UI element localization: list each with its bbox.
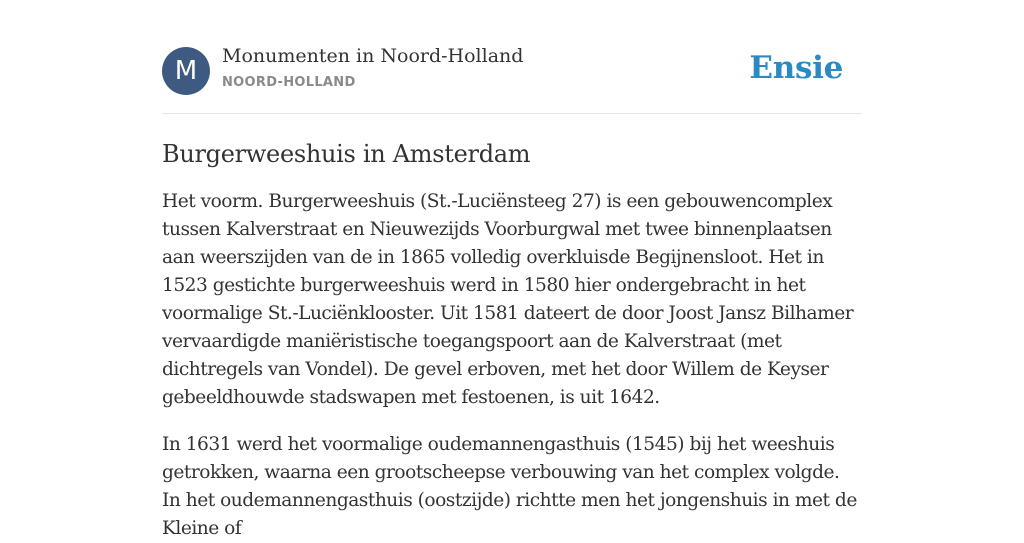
article-paragraph: In 1631 werd het voormalige oudemannengasthuis (1545) bij het weeshuis getrokken, waarna een grootscheepse verbouwing van het complex volgde. In het oudemannengasthuis (oostzijde) richtte men het jongenshuis in met de Kleine of — [162, 434, 857, 539]
channel-title-link[interactable]: Monumenten in Noord-Holland — [222, 45, 524, 67]
channel-subtitle-link[interactable]: NOORD-HOLLAND — [222, 75, 356, 90]
article-paragraph: Het voorm. Burgerweeshuis (St.-Luciënsteeg 27) is een gebouwencomplex tussen Kalverstraat en Nieuwezijds Voorburgwal met twee binnenplaatsen aan weerszijden van de in 1865 volledig overkluisde Begijnensloot. Het in 1523 gestichte burgerweeshuis werd in 1580 hier ondergebracht in het voormalige St.-Luciënklooster. Uit 1581 dateert de door Joost Jansz Bilhamer vervaardigde maniëristische toegangspoort aan de Kalverstraat (met dichtregels van Vondel). De gevel erboven, met het door Willem de Keyser gebeeldhouwde stadswapen met festoenen, is uit 1642. — [162, 191, 854, 408]
ensie-logo[interactable]: Ensie — [749, 50, 843, 86]
avatar[interactable]: M — [162, 47, 210, 95]
header — [162, 0, 862, 114]
article-title: Burgerweeshuis in Amsterdam — [162, 140, 531, 168]
content-container — [162, 0, 862, 543]
